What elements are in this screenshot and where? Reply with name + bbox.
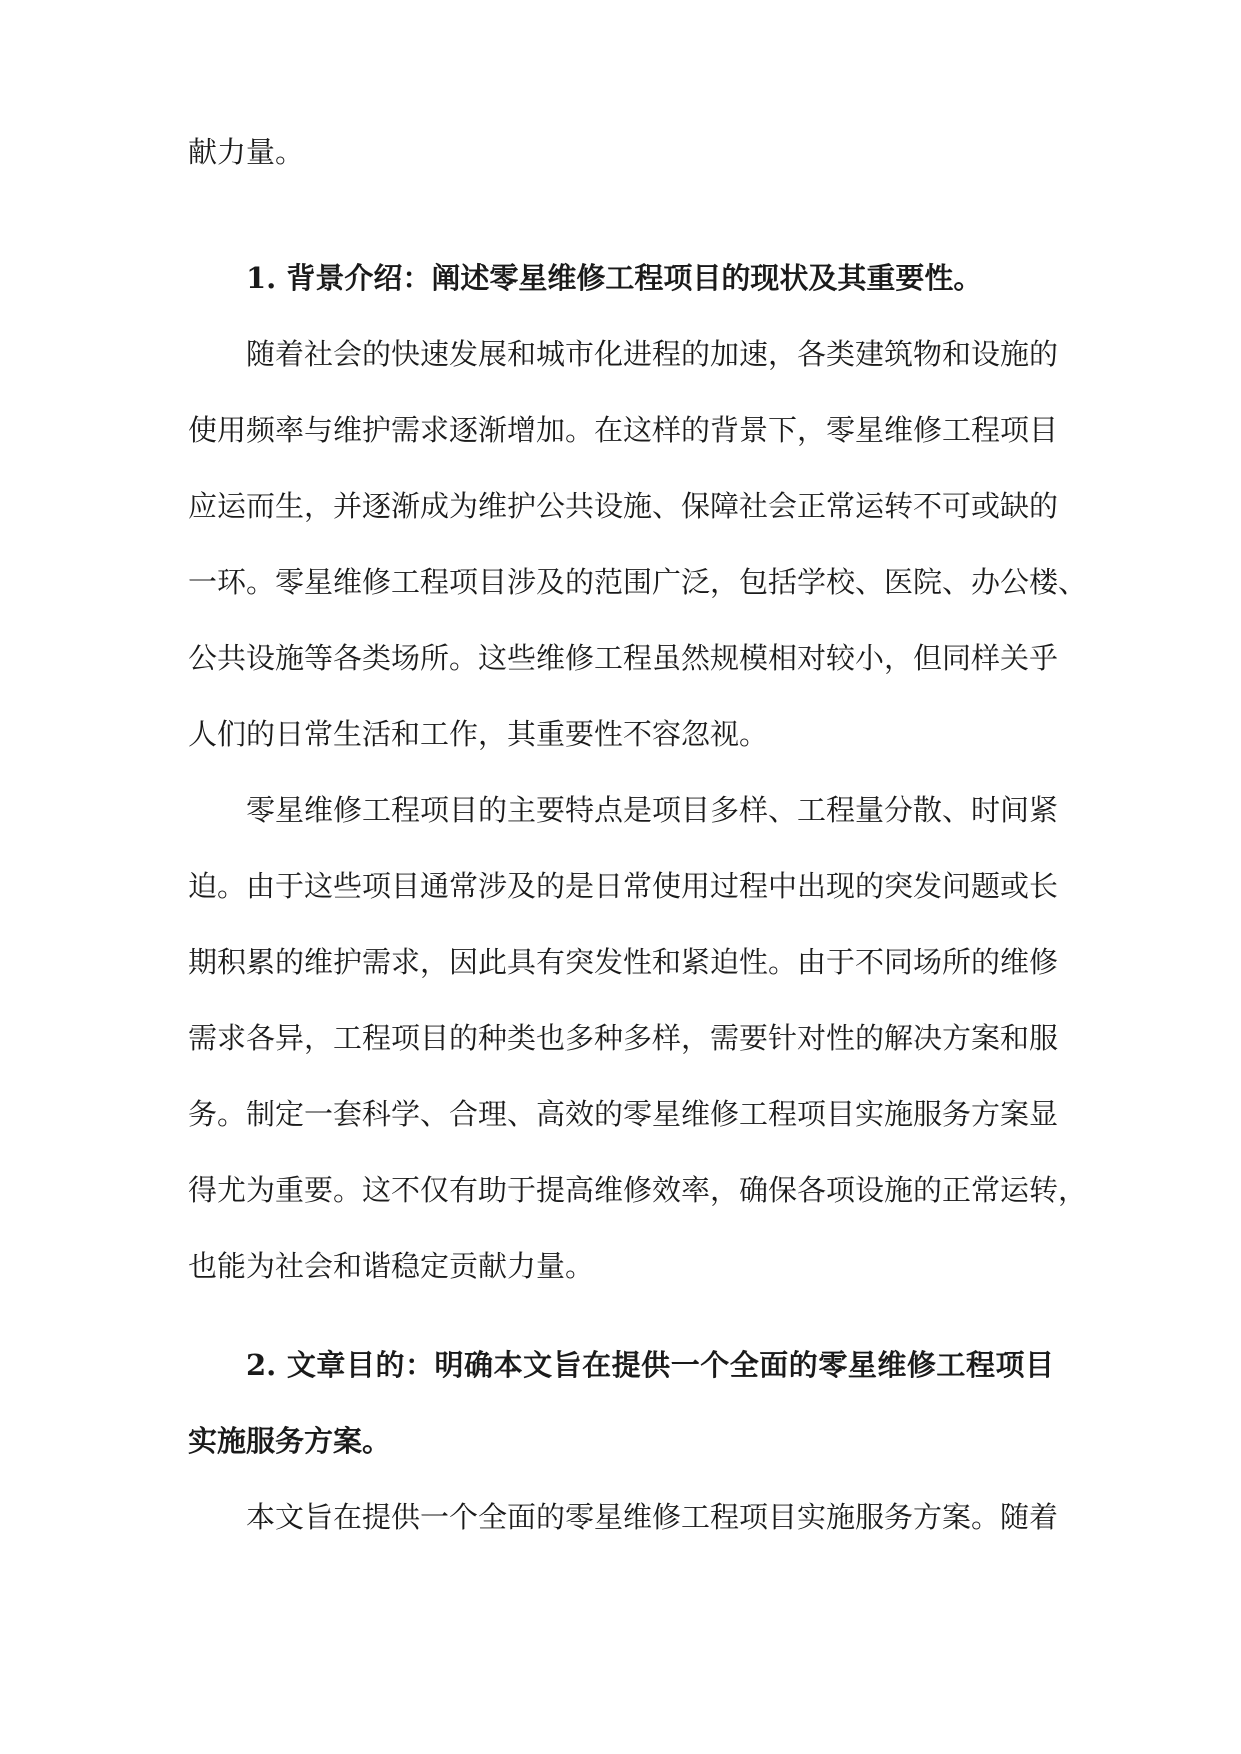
section1-paragraph2-line: 期积累的维护需求，因此具有突发性和紧迫性。由于不同场所的维修 [188,945,1059,979]
section1-paragraph2-line: 得尤为重要。这不仅有助于提高维修效率，确保各项设施的正常运转， [188,1173,1088,1207]
section1-paragraph2-line: 也能为社会和谐稳定贡献力量。 [188,1249,595,1283]
section1-heading: 1. 背景介绍：阐述零星维修工程项目的现状及其重要性。 [246,261,983,295]
section1-paragraph1-line: 应运而生，并逐渐成为维护公共设施、保障社会正常运转不可或缺的 [188,489,1059,523]
section1-paragraph1-line: 一环。零星维修工程项目涉及的范围广泛，包括学校、医院、办公楼、 [188,565,1088,599]
section1-paragraph2-line: 务。制定一套科学、合理、高效的零星维修工程项目实施服务方案显 [188,1097,1059,1131]
section1-paragraph1-line: 人们的日常生活和工作，其重要性不容忽视。 [188,717,769,751]
section1-paragraph2-line: 零星维修工程项目的主要特点是项目多样、工程量分散、时间紧 [246,793,1059,827]
section1-paragraph1-line: 使用频率与维护需求逐渐增加。在这样的背景下，零星维修工程项目 [188,413,1059,447]
section2-heading-line: 2. 文章目的：明确本文旨在提供一个全面的零星维修工程项目 [246,1348,1054,1382]
carryover-line: 献力量。 [188,135,305,169]
section2-heading-line: 实施服务方案。 [188,1424,392,1458]
section1-paragraph2-line: 迫。由于这些项目通常涉及的是日常使用过程中出现的突发问题或长 [188,869,1059,903]
section1-paragraph1-line: 随着社会的快速发展和城市化进程的加速，各类建筑物和设施的 [246,337,1059,371]
section1-paragraph2-line: 需求各异，工程项目的种类也多种多样，需要针对性的解决方案和服 [188,1021,1059,1055]
section2-paragraph1-line: 本文旨在提供一个全面的零星维修工程项目实施服务方案。随着 [246,1500,1059,1534]
section1-paragraph1-line: 公共设施等各类场所。这些维修工程虽然规模相对较小，但同样关乎 [188,641,1059,675]
